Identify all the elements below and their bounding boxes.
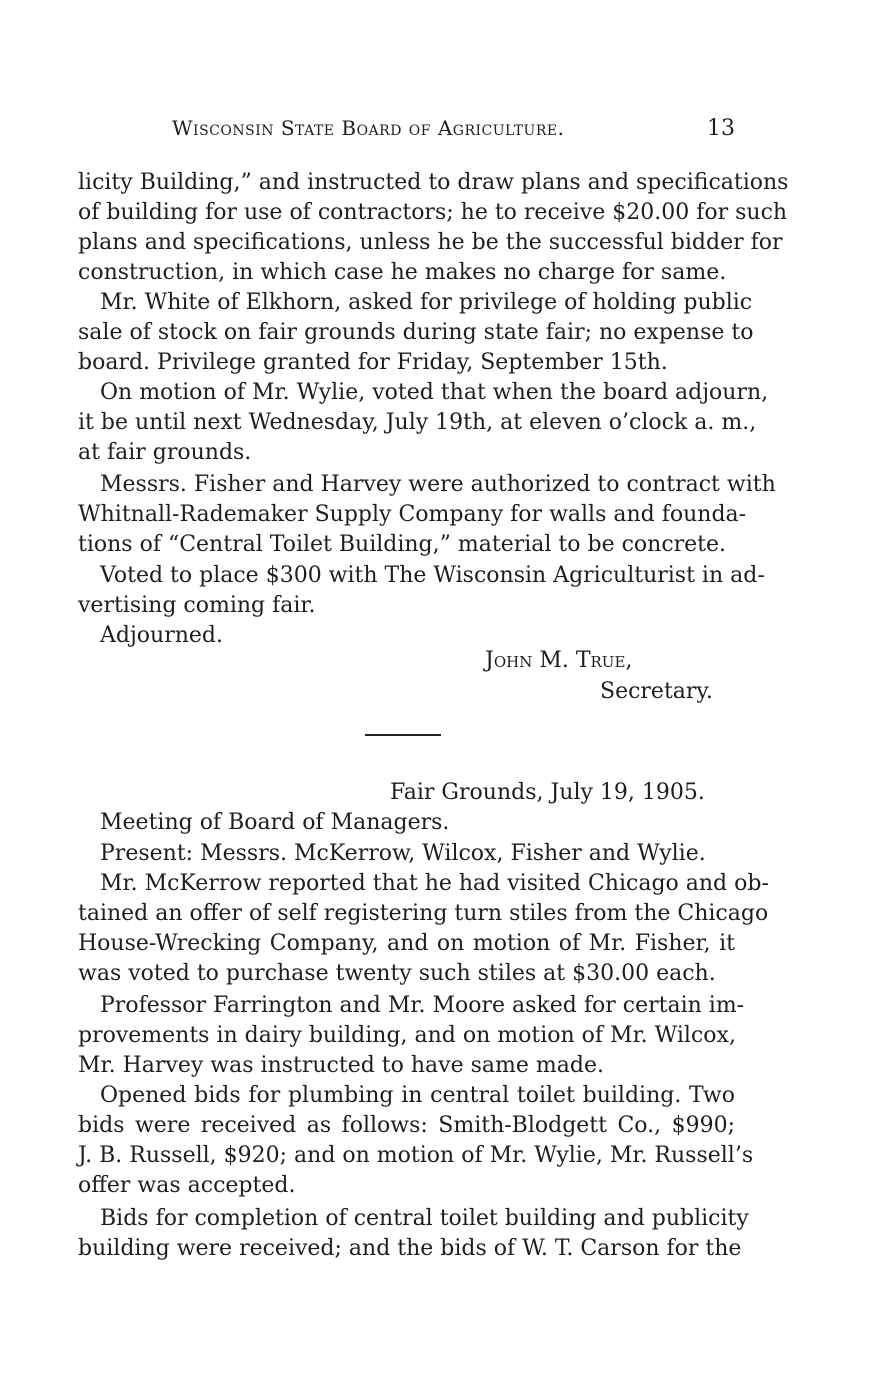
- text-line: was voted to purchase twenty such stiles at $30.00 each.: [78, 961, 716, 986]
- text-line: construction, in which case he makes no charge for same.: [78, 260, 727, 285]
- text-line: Professor Farrington and Mr. Moore asked for certain im-: [100, 993, 745, 1018]
- signature-name: John M. True,: [485, 648, 633, 673]
- page-header: [80, 116, 735, 146]
- text-line: provements in dairy building, and on motion of Mr. Wilcox,: [78, 1023, 736, 1048]
- text-line: at fair grounds.: [78, 440, 252, 465]
- section-divider: [365, 734, 441, 736]
- text-line: Opened bids for plumbing in central toilet building. Two: [100, 1083, 735, 1108]
- text-line: Meeting of Board of Managers.: [100, 810, 450, 835]
- text-line: bids were received as follows: Smith-Blodgett Co., $990;: [78, 1113, 735, 1138]
- text-line: board. Privilege granted for Friday, September 15th.: [78, 350, 668, 375]
- place-date: Fair Grounds, July 19, 1905.: [390, 780, 705, 805]
- text-line: it be until next Wednesday, July 19th, at eleven o’clock a. m.,: [78, 410, 757, 435]
- text-line: Messrs. Fisher and Harvey were authorized to contract with: [100, 472, 776, 497]
- text-line: On motion of Mr. Wylie, voted that when the board adjourn,: [100, 380, 769, 405]
- text-line: vertising coming fair.: [78, 593, 316, 618]
- page-number: 13: [707, 116, 735, 141]
- text-line: tained an offer of self registering turn stiles from the Chicago: [78, 901, 769, 926]
- text-line: Present: Messrs. McKerrow, Wilcox, Fisher and Wylie.: [100, 841, 706, 866]
- text-line: Bids for completion of central toilet building and publicity: [100, 1206, 749, 1231]
- text-line: Mr. McKerrow reported that he had visited Chicago and ob-: [100, 871, 769, 896]
- text-line: Adjourned.: [100, 623, 223, 648]
- text-line: of building for use of contractors; he to receive $20.00 for such: [78, 200, 788, 225]
- text-line: Voted to place $300 with The Wisconsin Agriculturist in ad-: [100, 563, 765, 588]
- text-line: House-Wrecking Company, and on motion of Mr. Fisher, it: [78, 931, 735, 956]
- text-line: building were received; and the bids of W. T. Carson for the: [78, 1236, 742, 1261]
- text-line: J. B. Russell, $920; and on motion of Mr. Wylie, Mr. Russell’s: [78, 1143, 754, 1168]
- text-line: plans and specifications, unless he be the successful bidder for: [78, 230, 783, 255]
- text-line: sale of stock on fair grounds during state fair; no expense to: [78, 320, 754, 345]
- text-line: tions of “Central Toilet Building,” material to be concrete.: [78, 532, 727, 557]
- text-line: Mr. Harvey was instructed to have same made.: [78, 1053, 604, 1078]
- text-line: offer was accepted.: [78, 1173, 296, 1198]
- signature-title: Secretary.: [600, 679, 713, 704]
- text-line: Whitnall-Rademaker Supply Company for walls and founda-: [78, 502, 747, 527]
- text-line: Mr. White of Elkhorn, asked for privilege of holding public: [100, 290, 753, 315]
- running-title: Wisconsin State Board of Agriculture.: [172, 116, 565, 140]
- text-line: licity Building,” and instructed to draw plans and specifications: [78, 170, 789, 195]
